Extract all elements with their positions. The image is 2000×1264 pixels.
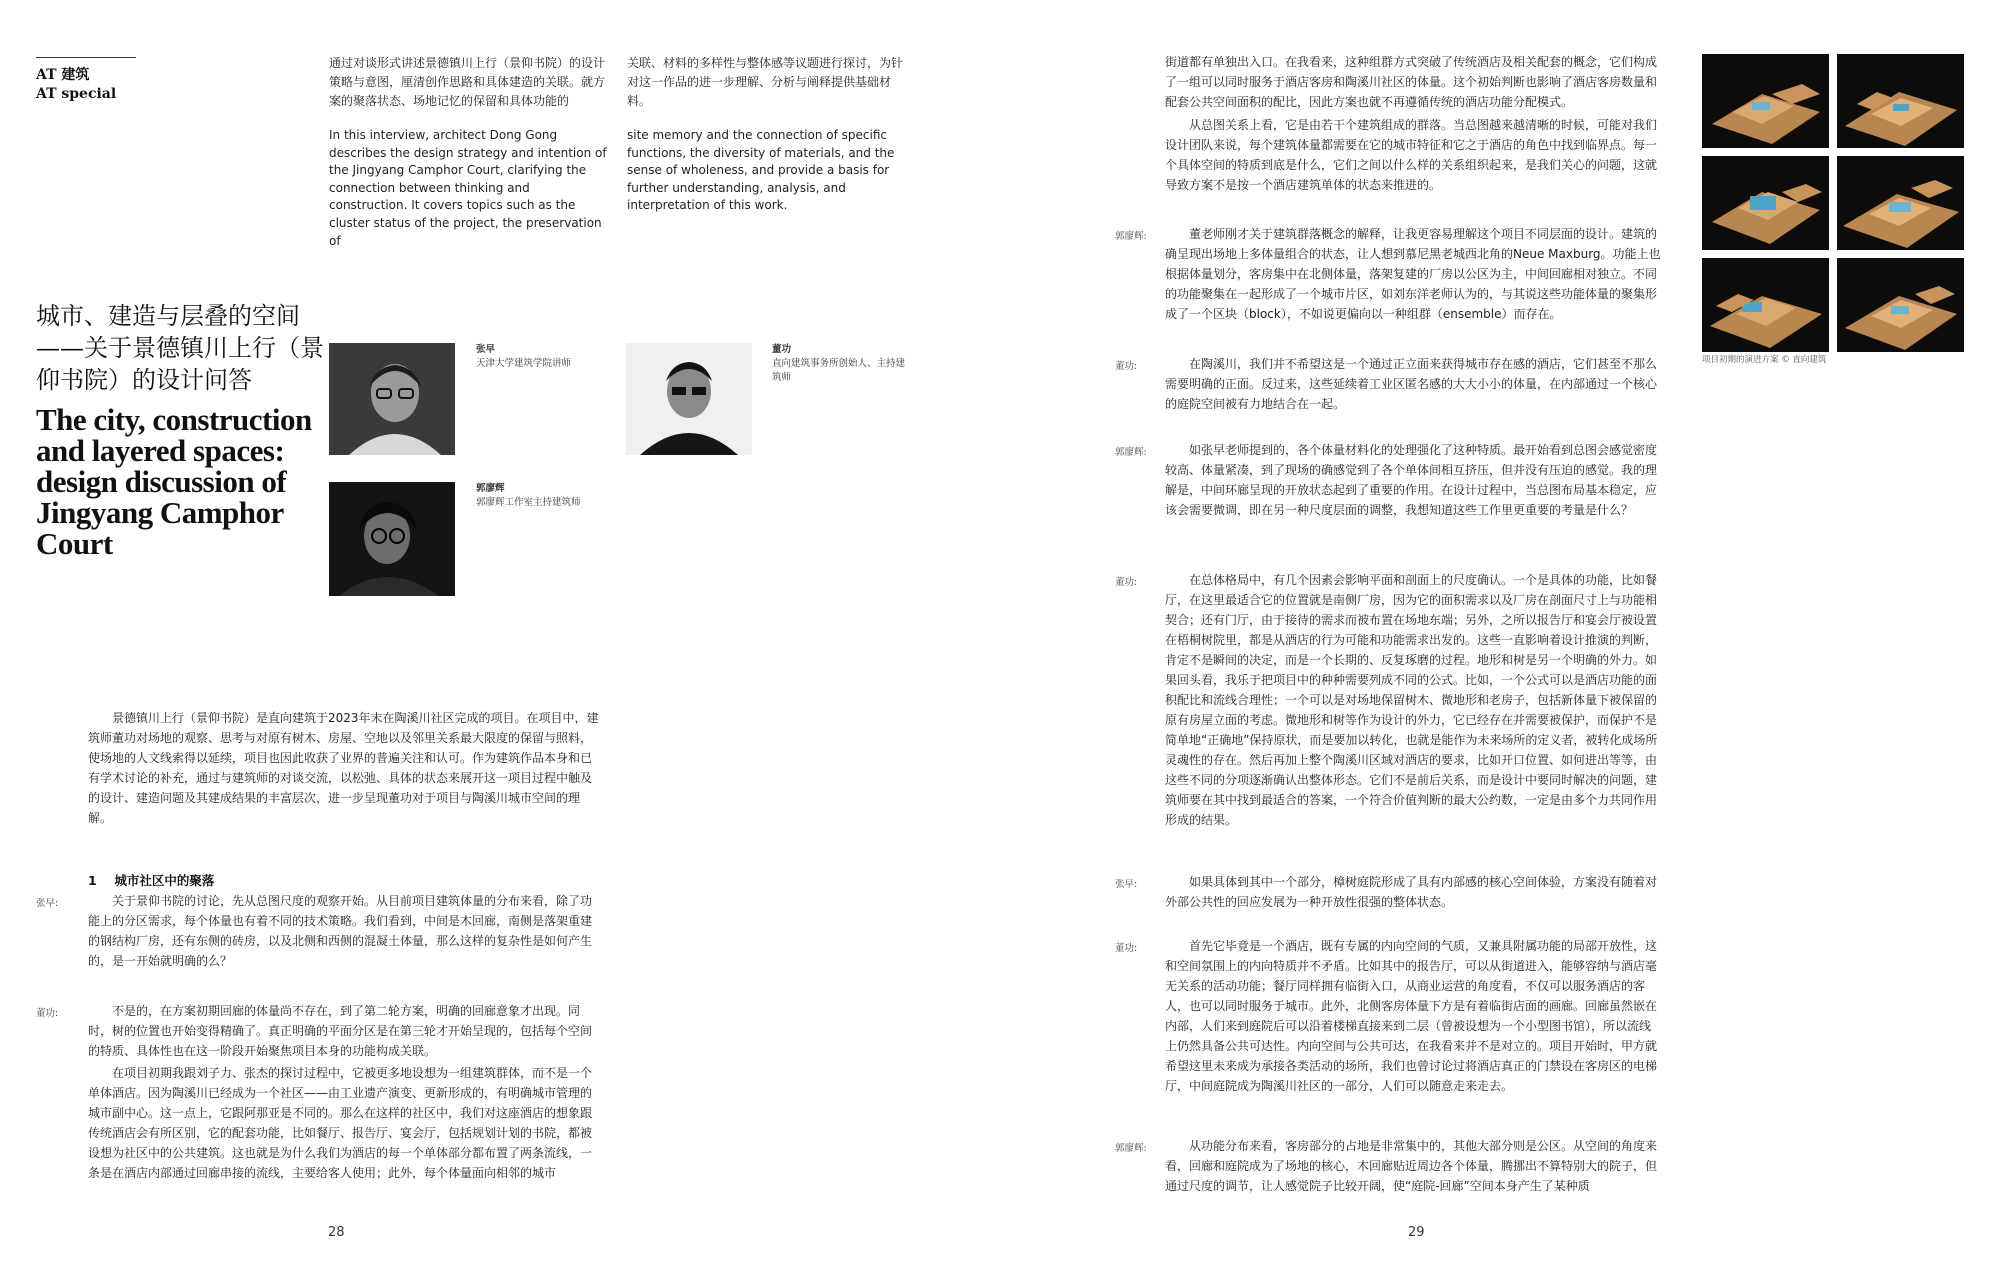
speaker-label: 董功:: [1115, 577, 1138, 588]
section-number: 1: [88, 873, 97, 888]
kicker-cn: AT 建筑: [36, 67, 90, 83]
dialogue-paragraph: 首先它毕竟是一个酒店，既有专属的内向空间的气质，又兼具附属功能的局部开放性，这和空间氛围上的内向特质并不矛盾。比如其中的报告厅，可以从街道进入，能够容纳与酒店毫无关系的活动功能；餐厅同样拥有临街入口，从商业运营的角度看，不仅可以服务酒店的客人，也可以同时服务于城市。此外，北侧客房体量下方是有着临街店面的画廊。回廊虽然嵌在内部，人们来到庭院后可以沿着楼梯直接来到二层（曾被设想为一个小型图书馆），所以流线上仍然具备公共可达性。内向空间与公共可达，在我看来并不是对立的。项目开始时，甲方就希望这里未来成为承接各类活动的场所，我们也曾讨论过将酒店真正的门禁设在客房区的电梯厅，中间庭院成为陶溪川社区的一部分，人们可以随意走来走去。: [1165, 939, 1658, 1093]
abstract-cn: 通过对谈形式讲述景德镇川上行（景仰书院）的设计策略与意图，厘清创作思路和具体建造的关联。就方案的聚落状态、场地记忆的保留和具体功能的: [329, 56, 606, 108]
person-role: 天津大学建筑学院讲师: [476, 358, 572, 369]
dialogue-paragraph: 不是的，在方案初期回廊的体量尚不存在，到了第二轮方案，明确的回廊意象才出现。同时，树的位置也开始变得精确了。真正明确的平面分区是在第三轮才开始呈现的，包括每个空间的特质、具体性也在这一阶段开始聚焦项目本身的功能构成关联。: [88, 1004, 593, 1058]
image-caption: 项目初期的演进方案 © 直向建筑: [1702, 355, 1827, 365]
dialogue-paragraph: 董老师刚才关于建筑群落概念的解释，让我更容易理解这个项目不同层面的设计。建筑的确呈现出场地上多体量组合的状态，让人想到慕尼黑老城西北角的Neue Maxburg。功能上也根据体量划分，客房集中在北侧体量，落架复建的厂房以公区为主，中间回廊相对独立。不同的功能聚集在一起形成了一个城市片区，如刘东洋老师认为的，与其说这些功能体量的聚集形成了一个区块（block），不如说更偏向以一种组群（ensemble）而存在。: [1165, 227, 1661, 321]
section-heading: [88, 871, 214, 889]
dialogue-paragraph: 街道都有单独出入口。在我看来，这种组群方式突破了传统酒店及相关配套的概念，它们构成了一组可以同时服务于酒店客房和陶溪川社区的体量。这个初始判断也影响了酒店客房数量和配套公共空间面积的配比，因此方案也就不再遵循传统的酒店功能分配模式。: [1165, 55, 1658, 109]
dialogue-paragraph: 如张早老师提到的，各个体量材料化的处理强化了这种特质。最开始看到总图会感觉密度较高、体量紧凑，到了现场的确感觉到了各个单体间相互挤压，但并没有压迫的感觉。我的理解是，中间环廊呈现的开放状态起到了重要的作用。在设计过程中，当总图布局基本稳定，应该会需要微调，即在另一种尺度层面的调整，我想知道这些工作里更重要的考量是什么？: [1165, 443, 1658, 517]
dialogue-paragraph: 如果具体到其中一个部分，樟树庭院形成了具有内部感的核心空间体验，方案没有随着对外部公共性的回应发展为一种开放性很强的整体状态。: [1165, 875, 1658, 909]
person-name: 张早: [476, 344, 496, 355]
header-rule: [36, 57, 136, 58]
speaker-label: 郭廖辉:: [1115, 231, 1147, 242]
person-name: 董功: [772, 344, 792, 355]
portrait-zhang-zao: [329, 343, 455, 455]
speaker-label: 董功:: [1115, 943, 1138, 954]
title-en: The city, construction and layered spaces: design discussion of Jingyang Camphor Court: [36, 402, 312, 561]
dialogue-paragraph: 从总图关系上看，它是由若干个建筑组成的群落。当总图越来越清晰的时候，可能对我们设计团队来说，每个建筑体量都需要在它的城市特征和它之于酒店的角色中找到临界点。每一个具体空间的特质到底是什么，它们之间以什么样的关系组织起来，是我们关心的问题，这就导致方案不是按一个酒店建筑单体的状态来推进的。: [1165, 118, 1658, 192]
portrait-dong-gong: [626, 343, 752, 455]
speaker-label: 张早:: [1115, 879, 1138, 890]
speaker-label: 郭廖辉:: [1115, 447, 1147, 458]
person-name: 郭廖辉: [476, 483, 505, 494]
person-role: 郭廖辉工作室主持建筑师: [476, 497, 581, 508]
dialogue-paragraph: 在陶溪川，我们并不希望这是一个通过正立面来获得城市存在感的酒店，它们甚至不那么需要明确的正面。反过来，这些延续着工业区匿名感的大大小小的体量，在内部通过一个核心的庭院空间被有力地结合在一起。: [1165, 357, 1658, 411]
page-number: 29: [1408, 1225, 1425, 1240]
section-title: 城市社区中的聚落: [114, 873, 215, 888]
model-photo: [1702, 258, 1829, 352]
model-photo: [1702, 54, 1829, 148]
person-photo: [329, 482, 455, 596]
abstract-en: site memory and the connection of specific functions, the diversity of materials, and the sense of wholeness, and provide a basis for further understanding, analysis, and interpretation of this work.: [627, 128, 895, 213]
title-cn: 城市、建造与层叠的空间——关于景德镇川上行（景仰书院）的设计问答: [36, 302, 324, 394]
article-title: [36, 300, 336, 559]
caption-guo-liaohui: [476, 482, 616, 510]
caption-dong-gong: [772, 343, 912, 385]
person-photo: [329, 343, 455, 455]
abstract-en: In this interview, architect Dong Gong describes the design strategy and intention of the Jingyang Camphor Court, clarifying the connection between thinking and construction. It covers topics such as the cluster status of the project, the preservation of: [329, 128, 607, 248]
model-photo: [1837, 54, 1964, 148]
speaker-label: 董功:: [1115, 361, 1138, 372]
caption-zhang-zao: [476, 343, 596, 371]
page-number: 28: [328, 1225, 345, 1240]
dialogue-paragraph: 关于景仰书院的讨论，先从总图尺度的观察开始。从目前项目建筑体量的分布来看，除了功能上的分区需求，每个体量也有着不同的技术策略。我们看到，中间是木回廊，南侧是落架重建的钢结构厂房，还有东侧的砖房，以及北侧和西侧的混凝土体量，那么这样的复杂性是如何产生的，是一开始就明确的么？: [88, 894, 593, 968]
person-role: 直向建筑事务所创始人、主持建筑师: [772, 358, 906, 383]
portrait-guo-liaohui: [329, 482, 455, 596]
abstract-cn: 关联、材料的多样性与整体感等议题进行探讨，为针对这一作品的进一步理解、分析与阐释提供基础材料。: [627, 56, 904, 108]
kicker-en: AT special: [36, 86, 117, 102]
dialogue-paragraph: 在项目初期我跟刘子力、张杰的探讨过程中，它被更多地设想为一组建筑群体，而不是一个单体酒店。因为陶溪川已经成为一个社区——由工业遗产演变、更新形成的，有明确城市管理的城市副中心。这一点上，它跟阿那亚是不同的。那么在这样的社区中，我们对这座酒店的想象跟传统酒店会有所区别，它的配套功能，比如餐厅、报告厅、宴会厅，包括规划计划的书院，都被设想为社区中的公共建筑。这也就是为什么我们为酒店的每一个单体部分都布置了两条流线，一条是在酒店内部通过回廊串接的流线，主要给客人使用；此外，每个体量面向相邻的城市: [88, 1066, 593, 1180]
speaker-label: 董功:: [36, 1008, 59, 1019]
person-photo: [626, 343, 752, 455]
model-photo: [1837, 258, 1964, 352]
section-kicker: [36, 66, 116, 104]
speaker-label: 郭廖辉:: [1115, 1143, 1147, 1154]
abstract-column-1: [329, 54, 609, 250]
dialogue-paragraph: 在总体格局中，有几个因素会影响平面和剖面上的尺度确认。一个是具体的功能，比如餐厅，在这里最适合它的位置就是南侧厂房，因为它的面积需求以及厂房在剖面尺寸上与功能相契合；还有门厅，由于接待的需求而被布置在场地东端；另外，之所以报告厅和宴会厅被设置在梧桐树院里，都是从酒店的行为可能和功能需求出发的。这些一直影响着设计推演的判断，肯定不是瞬间的决定，而是一个长期的、反复琢磨的过程。地形和树是另一个明确的外力。如果回头看，我乐于把项目中的种种需要列成不同的公式。比如，一个公式可以是酒店功能的面积配比和流线合理性；一个可以是对场地保留树木、微地形和老房子，包括新体量下被保留的原有房屋立面的考虑。微地形和树等作为设计的外力，它已经存在并需要被保护，而保护不是简单地“正确地”保持原状，而是要加以转化，也就是能作为未来场所的定义者，被转化成场所灵魂性的存在。然后再加上整个陶溪川区域对酒店的要求，比如开口位置、如何进出等等，由这些不同的分项逐渐确认出整体形态。它们不是前后关系，而是设计中要同时解决的问题，建筑师要在其中找到最适合的答案，一个符合价值判断的最大公约数，一定是由多个力共同作用形成的结果。: [1165, 573, 1658, 827]
model-photo: [1837, 156, 1964, 250]
intro-paragraph: 景德镇川上行（景仰书院）是直向建筑于2023年末在陶溪川社区完成的项目。在项目中，建筑师董功对场地的观察、思考与对原有树木、房屋、空地以及邻里关系最大限度的保留与照料，使场地的人文线索得以延续，项目也因此收获了业界的普遍关注和认可。作为建筑作品本身和已有学术讨论的补充，通过与建筑师的对谈交流，以松弛、具体的状态来展开这一项目过程中触及的设计、建造问题及其建成结果的丰富层次，进一步呈现董功对于项目与陶溪川城市空间的理解。: [88, 711, 599, 825]
speaker-label: 张早:: [36, 898, 59, 909]
model-photo: [1702, 156, 1829, 250]
abstract-column-2: [627, 54, 907, 215]
dialogue-paragraph: 从功能分布来看，客房部分的占地是非常集中的，其他大部分则是公区。从空间的角度来看，回廊和庭院成为了场地的核心，木回廊贴近周边各个体量，腾挪出不算特别大的院子，但通过尺度的调节，让人感觉院子比较开阔，使“庭院-回廊”空间本身产生了某种质: [1165, 1139, 1658, 1193]
